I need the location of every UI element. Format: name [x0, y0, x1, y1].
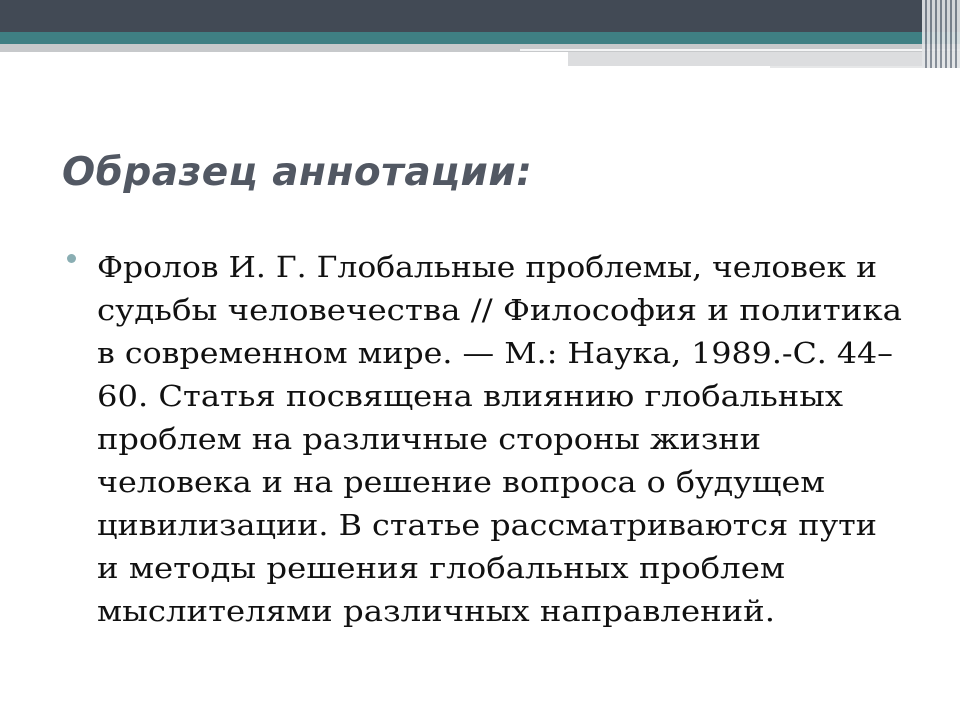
- header-band-teal: [0, 32, 960, 44]
- slide-title: Образец аннотации:: [62, 150, 533, 195]
- annotation-line: 60. Статья посвящена влиянию глобальных: [97, 379, 843, 413]
- annotation-line: судьбы человечества // Философия и политика: [97, 293, 902, 327]
- annotation-line: цивилизации. В статье рассматриваются пути: [97, 508, 877, 542]
- annotation-text: [97, 246, 917, 633]
- annotation-line: мыслителями различных направлений.: [97, 594, 775, 628]
- header-stripes: [922, 0, 960, 68]
- annotation-line: человека и на решение вопроса о будущем: [97, 465, 825, 499]
- header-band-dark: [0, 0, 960, 32]
- annotation-line: в современном мире. — М.: Наука, 1989.-С. 44–: [97, 336, 893, 370]
- bullet-dot: [67, 254, 76, 263]
- annotation-line: Фролов И. Г. Глобальные проблемы, человек и: [97, 250, 878, 284]
- annotation-line: проблем на различные стороны жизни: [97, 422, 761, 456]
- header-band-gray-lower: [568, 52, 960, 66]
- header-highlight-line: [520, 49, 960, 51]
- annotation-line: и методы решения глобальных проблем: [97, 551, 785, 585]
